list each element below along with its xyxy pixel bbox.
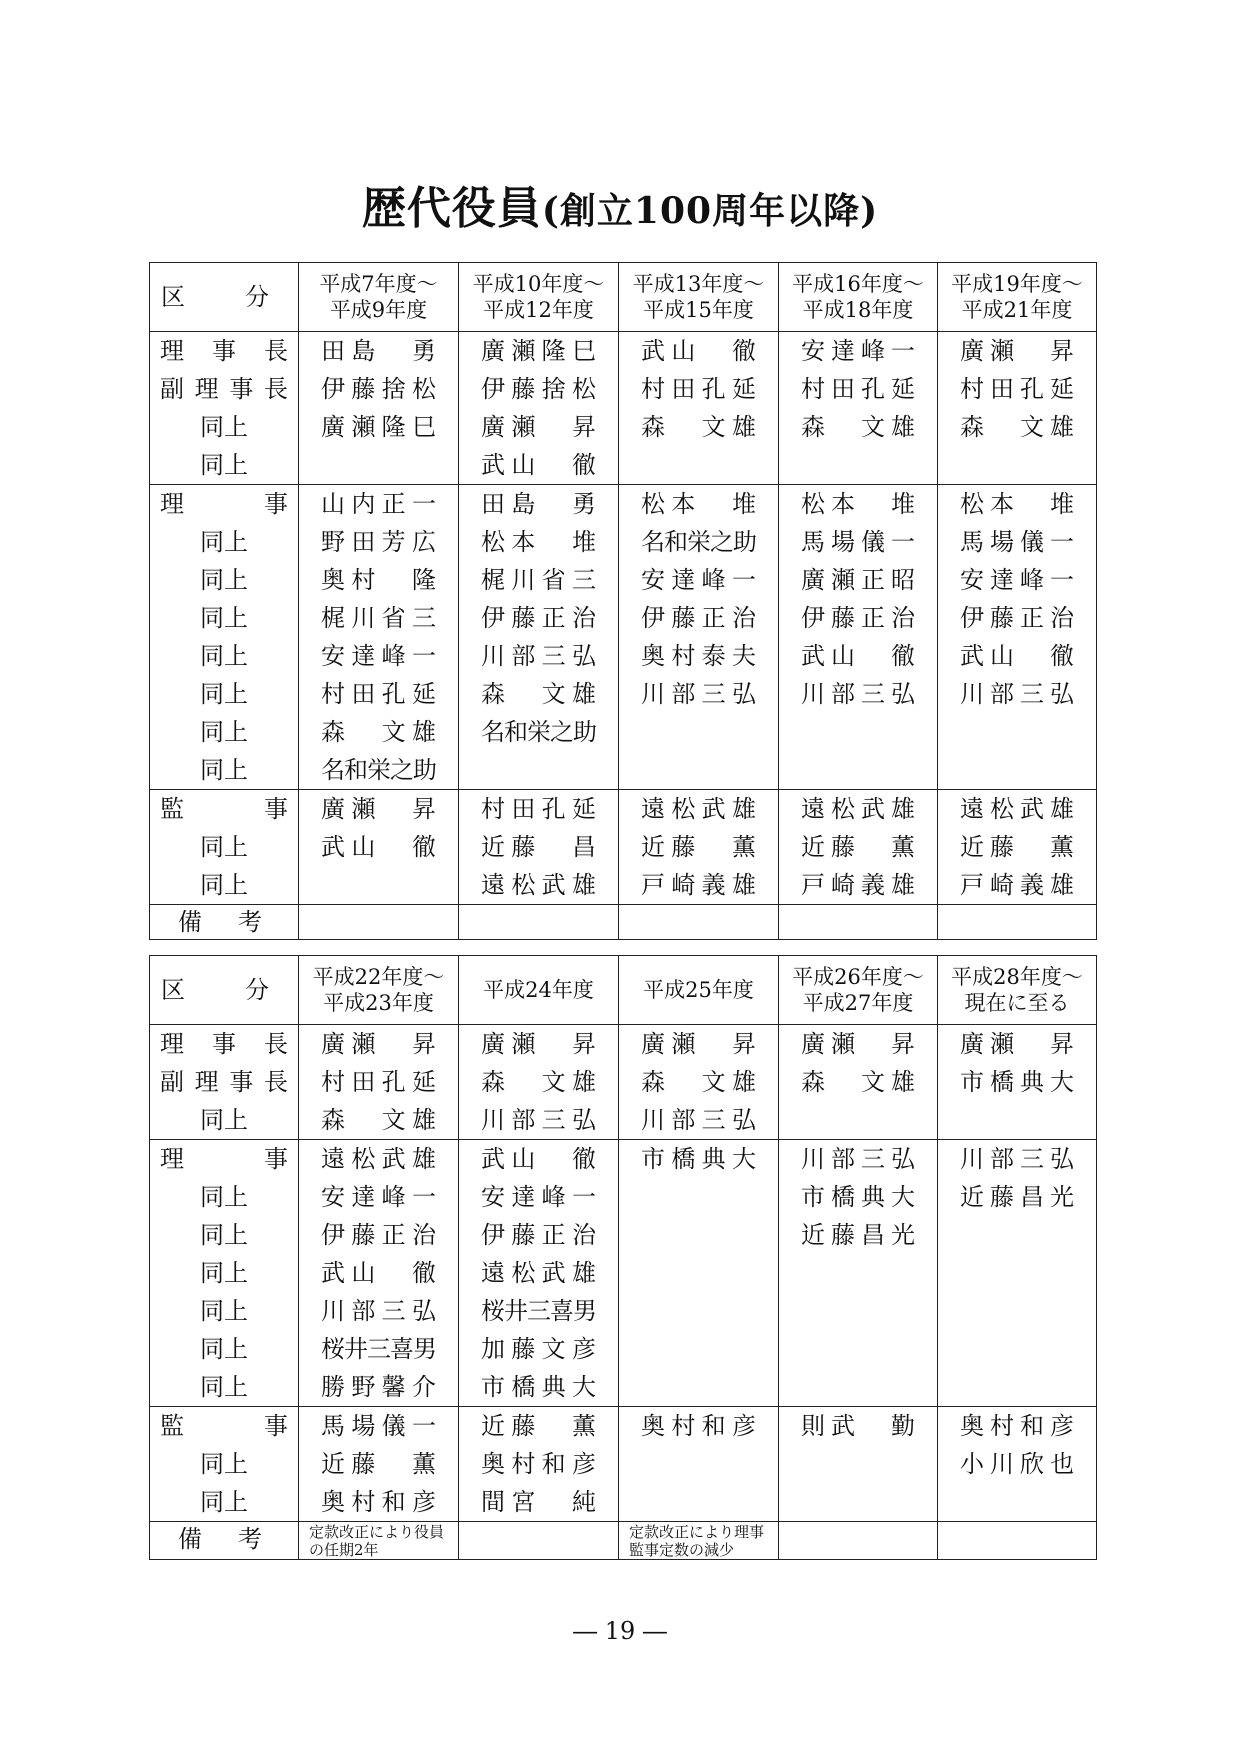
role-label: 同上 <box>200 833 248 861</box>
officer-name: 村田孔延 <box>641 375 756 403</box>
officer-name: 武山 徹 <box>960 642 1074 670</box>
officer-name: 廣瀬 昇 <box>641 1030 756 1058</box>
names-cell <box>779 485 938 790</box>
role-label: 同上 <box>200 718 248 746</box>
remark-text <box>938 1522 1096 1523</box>
officer-name: 馬場儀一 <box>321 1412 436 1440</box>
officer-name: 武山 徹 <box>321 1259 436 1287</box>
names-cell <box>619 332 779 485</box>
officer-name: 田島 勇 <box>321 337 436 365</box>
remark-text <box>779 1522 937 1523</box>
officer-name: 遠松武雄 <box>641 795 756 823</box>
names-cell <box>299 1025 459 1140</box>
names-cell <box>459 1407 619 1522</box>
officer-name: 森 文雄 <box>481 1068 596 1096</box>
remarks-label: 備 考 <box>178 1525 262 1553</box>
remark-text <box>299 905 458 906</box>
remarks-label-cell <box>150 905 299 940</box>
remark-text <box>459 1522 618 1523</box>
officer-name: 梶川省三 <box>321 604 436 632</box>
role-label: 同上 <box>200 1221 248 1249</box>
names-cell <box>459 790 619 905</box>
officer-name: 戸崎義雄 <box>641 871 756 899</box>
officer-name: 市橋典大 <box>801 1183 915 1211</box>
officer-name: 村田孔延 <box>321 680 436 708</box>
role-label: 同上 <box>200 566 248 594</box>
officer-name: 近藤 昌 <box>481 833 596 861</box>
officer-name: 村田孔延 <box>481 795 596 823</box>
role-label: 同上 <box>200 1488 248 1516</box>
officer-name: 廣瀬 昇 <box>321 1030 436 1058</box>
officer-name: 武山 徹 <box>321 833 436 861</box>
period-header: 平成26年度～ 平成27年度 <box>779 956 938 1025</box>
role-label: 同上 <box>200 1450 248 1478</box>
names-cell <box>779 1407 938 1522</box>
remark-text <box>938 905 1096 906</box>
officer-name: 廣瀬隆巳 <box>481 337 596 365</box>
role-label: 同上 <box>200 680 248 708</box>
role-label: 同上 <box>200 1259 248 1287</box>
role-group-row <box>150 790 1097 905</box>
names-cell <box>619 790 779 905</box>
role-label: 同上 <box>200 1373 248 1401</box>
names-cell <box>459 332 619 485</box>
role-group-row <box>150 1407 1097 1522</box>
remark-cell <box>299 905 459 940</box>
header-row <box>150 263 1097 332</box>
period-header: 平成25年度 <box>619 956 779 1025</box>
officer-name: 遠松武雄 <box>960 795 1074 823</box>
role-group-row <box>150 485 1097 790</box>
officer-name: 森 文雄 <box>321 1106 436 1134</box>
officer-name: 市橋典大 <box>960 1068 1074 1096</box>
officer-name: 山内正一 <box>321 490 436 518</box>
officer-name: 馬場儀一 <box>801 528 915 556</box>
officer-name: 遠松武雄 <box>801 795 915 823</box>
officer-name: 森 文雄 <box>960 413 1074 441</box>
names-cell <box>619 1025 779 1140</box>
officer-name: 安達峰一 <box>481 1183 596 1211</box>
officer-name: 森 文雄 <box>321 718 436 746</box>
officer-name: 武山 徹 <box>481 1145 596 1173</box>
officer-name: 戸崎義雄 <box>960 871 1074 899</box>
title-main: 歴代役員 <box>361 183 542 234</box>
officer-name: 村田孔延 <box>960 375 1074 403</box>
officer-name: 近藤 薫 <box>481 1412 596 1440</box>
officer-name: 川部三弘 <box>641 680 756 708</box>
remarks-label: 備 考 <box>178 908 262 936</box>
role-cell <box>150 1025 299 1140</box>
period-header: 平成10年度～ 平成12年度 <box>459 263 619 332</box>
remark-cell <box>938 1522 1097 1560</box>
officer-name: 川部三弘 <box>960 680 1074 708</box>
officer-name: 名和栄之助 <box>641 528 756 556</box>
officer-name: 武山 徹 <box>641 337 756 365</box>
remarks-row <box>150 1522 1097 1560</box>
title-subtitle: (創立100周年以降) <box>541 190 879 232</box>
remark-cell <box>299 1522 459 1560</box>
role-label: 同上 <box>200 1106 248 1134</box>
officer-name: 廣瀬 昇 <box>960 1030 1074 1058</box>
role-label: 監 事 <box>160 1412 288 1440</box>
officer-name: 伊藤捨松 <box>321 375 436 403</box>
role-label: 監 事 <box>160 795 288 823</box>
officer-name: 廣瀬 昇 <box>321 795 436 823</box>
officer-name: 奥村和彦 <box>641 1412 756 1440</box>
remark-cell <box>938 905 1097 940</box>
officer-name: 小川欣也 <box>960 1450 1074 1478</box>
role-label: 同上 <box>200 528 248 556</box>
role-cell <box>150 790 299 905</box>
officer-name: 遠松武雄 <box>481 871 596 899</box>
remark-text <box>779 905 937 906</box>
remark-text <box>619 905 778 906</box>
officer-name: 間宮 純 <box>481 1488 596 1516</box>
remark-text: 定款改正により理事監事定数の減少 <box>629 1523 765 1559</box>
officer-name: 伊藤正治 <box>801 604 915 632</box>
officer-name: 近藤 薫 <box>641 833 756 861</box>
officer-name: 田島 勇 <box>481 490 596 518</box>
kubun-header: 区 分 <box>150 956 299 1025</box>
names-cell <box>938 790 1097 905</box>
officer-name: 桜井三喜男 <box>481 1297 596 1325</box>
role-label: 副理事長 <box>160 1068 288 1096</box>
period-header: 平成28年度～ 現在に至る <box>938 956 1097 1025</box>
names-cell <box>938 1407 1097 1522</box>
officer-name: 川部三弘 <box>481 642 596 670</box>
officer-name: 伊藤捨松 <box>481 375 596 403</box>
names-cell <box>938 332 1097 485</box>
header-row <box>150 956 1097 1025</box>
officer-name: 近藤 薫 <box>321 1450 436 1478</box>
officer-name: 森 文雄 <box>641 413 756 441</box>
officer-name: 勝野馨介 <box>321 1373 436 1401</box>
officer-name: 奥村和彦 <box>321 1488 436 1516</box>
names-cell <box>938 485 1097 790</box>
officer-name: 武山 徹 <box>481 451 596 479</box>
names-cell <box>619 1407 779 1522</box>
remark-cell <box>619 1522 779 1560</box>
names-cell <box>938 1140 1097 1407</box>
remark-cell <box>459 1522 619 1560</box>
officer-name: 名和栄之助 <box>481 718 596 746</box>
period-header: 平成22年度～ 平成23年度 <box>299 956 459 1025</box>
officer-name: 松本 堆 <box>801 490 915 518</box>
officer-name: 桜井三喜男 <box>321 1335 436 1363</box>
officer-name: 奥村泰夫 <box>641 642 756 670</box>
role-label: 副理事長 <box>160 375 288 403</box>
officer-name: 廣瀬 昇 <box>481 413 596 441</box>
role-group-row <box>150 332 1097 485</box>
role-cell <box>150 1407 299 1522</box>
officer-name: 近藤昌光 <box>801 1221 915 1249</box>
officer-name: 川部三弘 <box>801 680 915 708</box>
officer-name: 川部三弘 <box>641 1106 756 1134</box>
officer-name: 市橋典大 <box>641 1145 756 1173</box>
officer-name: 安達峰一 <box>321 1183 436 1211</box>
officer-name: 廣瀬 昇 <box>960 337 1074 365</box>
period-header: 平成7年度～ 平成9年度 <box>299 263 459 332</box>
role-label: 理事長 <box>160 337 288 365</box>
officers-table-1 <box>149 262 1097 940</box>
officer-name: 松本 堆 <box>960 490 1074 518</box>
role-label: 同上 <box>200 413 248 441</box>
officer-name: 松本 堆 <box>641 490 756 518</box>
names-cell <box>299 485 459 790</box>
officer-name: 川部三弘 <box>801 1145 915 1173</box>
officer-name: 野田芳広 <box>321 528 436 556</box>
officer-name: 梶川省三 <box>481 566 596 594</box>
officer-name: 奥村和彦 <box>960 1412 1074 1440</box>
officer-name: 近藤 薫 <box>801 833 915 861</box>
remark-cell <box>459 905 619 940</box>
names-cell <box>459 485 619 790</box>
officer-name: 廣瀬 昇 <box>481 1030 596 1058</box>
period-header: 平成19年度～ 平成21年度 <box>938 263 1097 332</box>
role-group-row <box>150 1140 1097 1407</box>
names-cell <box>779 790 938 905</box>
officer-name: 戸崎義雄 <box>801 871 915 899</box>
page-title <box>0 172 1240 236</box>
names-cell <box>779 332 938 485</box>
officer-name: 川部三弘 <box>481 1106 596 1134</box>
role-label: 同上 <box>200 756 248 784</box>
page-number: ― 19 ― <box>573 1617 667 1645</box>
names-cell <box>938 1025 1097 1140</box>
names-cell <box>779 1140 938 1407</box>
remark-text <box>459 905 618 906</box>
names-cell <box>299 332 459 485</box>
officer-name: 伊藤正治 <box>960 604 1074 632</box>
remark-cell <box>779 905 938 940</box>
names-cell <box>299 1407 459 1522</box>
officer-name: 則武 勤 <box>801 1412 915 1440</box>
remark-text: 定款改正により役員の任期2年 <box>309 1523 445 1559</box>
officer-name: 村田孔延 <box>801 375 915 403</box>
role-label: 同上 <box>200 451 248 479</box>
remarks-label-cell <box>150 1522 299 1560</box>
officer-name: 近藤昌光 <box>960 1183 1074 1211</box>
period-header: 平成13年度～ 平成15年度 <box>619 263 779 332</box>
period-header: 平成16年度～ 平成18年度 <box>779 263 938 332</box>
officer-name: 川部三弘 <box>321 1297 436 1325</box>
officer-name: 近藤 薫 <box>960 833 1074 861</box>
role-group-row <box>150 1025 1097 1140</box>
officer-name: 伊藤正治 <box>481 604 596 632</box>
officer-name: 伊藤正治 <box>481 1221 596 1249</box>
names-cell <box>299 790 459 905</box>
role-label: 同上 <box>200 604 248 632</box>
officer-name: 遠松武雄 <box>481 1259 596 1287</box>
officer-name: 奥村 隆 <box>321 566 436 594</box>
officer-name: 川部三弘 <box>960 1145 1074 1173</box>
officer-name: 廣瀬 昇 <box>801 1030 915 1058</box>
kubun-header: 区 分 <box>150 263 299 332</box>
role-label: 同上 <box>200 642 248 670</box>
officer-name: 安達峰一 <box>321 642 436 670</box>
officer-name: 廣瀬隆巳 <box>321 413 436 441</box>
officer-name: 奥村和彦 <box>481 1450 596 1478</box>
officer-name: 森 文雄 <box>801 1068 915 1096</box>
role-cell <box>150 485 299 790</box>
remark-cell <box>619 905 779 940</box>
officer-name: 伊藤正治 <box>321 1221 436 1249</box>
names-cell <box>619 485 779 790</box>
role-cell <box>150 1140 299 1407</box>
names-cell <box>459 1025 619 1140</box>
names-cell <box>779 1025 938 1140</box>
names-cell <box>299 1140 459 1407</box>
officer-name: 加藤文彦 <box>481 1335 596 1363</box>
officer-name: 安達峰一 <box>960 566 1074 594</box>
period-header: 平成24年度 <box>459 956 619 1025</box>
role-label: 同上 <box>200 871 248 899</box>
officer-name: 森 文雄 <box>801 413 915 441</box>
role-label: 理事長 <box>160 1030 288 1058</box>
officer-name: 森 文雄 <box>641 1068 756 1096</box>
officer-name: 安達峰一 <box>801 337 915 365</box>
officer-name: 安達峰一 <box>641 566 756 594</box>
role-label: 理 事 <box>160 1145 288 1173</box>
role-label: 同上 <box>200 1297 248 1325</box>
remark-cell <box>779 1522 938 1560</box>
officer-name: 伊藤正治 <box>641 604 756 632</box>
officer-name: 廣瀬正昭 <box>801 566 915 594</box>
remarks-row <box>150 905 1097 940</box>
role-label: 同上 <box>200 1335 248 1363</box>
officer-name: 村田孔延 <box>321 1068 436 1096</box>
officer-name: 松本 堆 <box>481 528 596 556</box>
role-label: 同上 <box>200 1183 248 1211</box>
names-cell <box>459 1140 619 1407</box>
officer-name: 武山 徹 <box>801 642 915 670</box>
officer-name: 馬場儀一 <box>960 528 1074 556</box>
officers-table-2 <box>149 955 1097 1560</box>
officer-name: 森 文雄 <box>481 680 596 708</box>
names-cell <box>619 1140 779 1407</box>
role-cell <box>150 332 299 485</box>
role-label: 理 事 <box>160 490 288 518</box>
officer-name: 市橋典大 <box>481 1373 596 1401</box>
officer-name: 遠松武雄 <box>321 1145 436 1173</box>
officer-name: 名和栄之助 <box>321 756 436 784</box>
